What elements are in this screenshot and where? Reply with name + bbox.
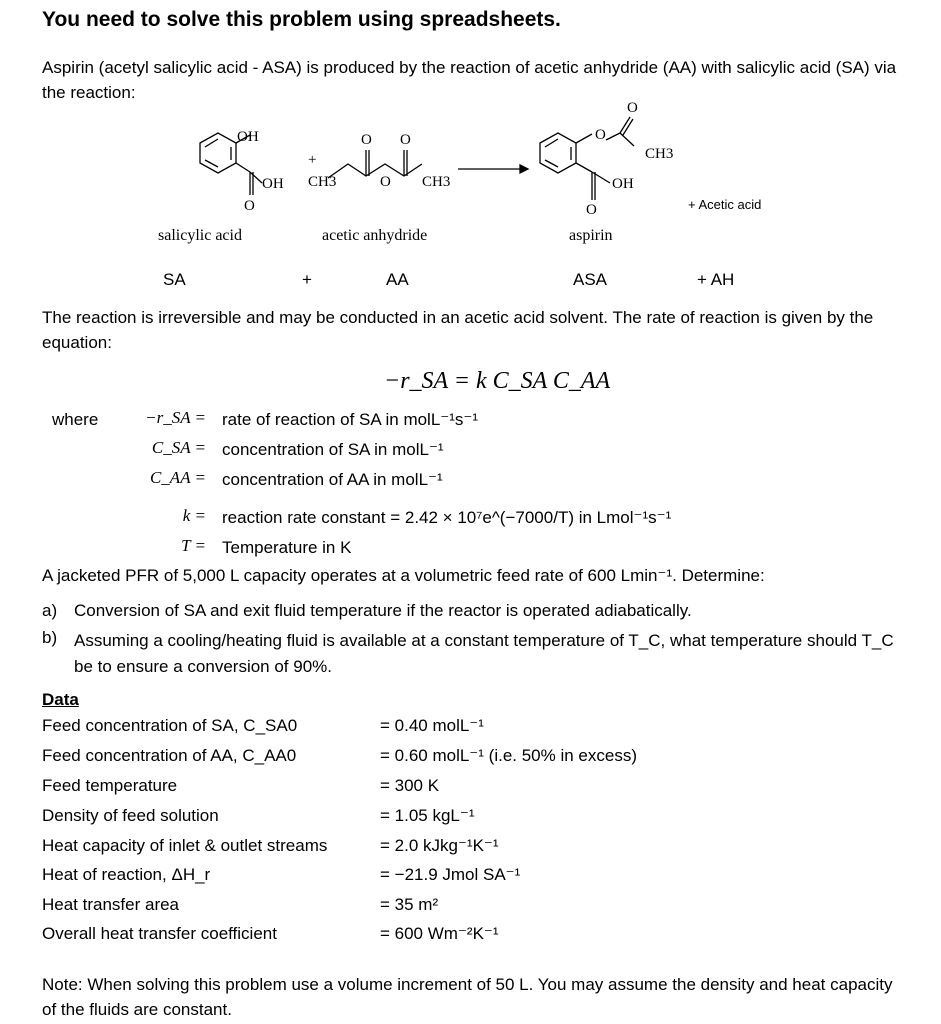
name-salicylic-acid: salicylic acid [158,227,242,244]
def-text-t: Temperature in K [222,538,352,557]
asa-acid-o: O [586,202,597,218]
asa-ch3: CH3 [645,146,674,162]
data-label-csa0: Feed concentration of SA, C_SA0 [42,716,298,735]
pfr-statement: A jacketed PFR of 5,000 L capacity operates at a volumetric feed rate of 600 Lmin⁻¹. Determine: [42,566,765,585]
def-sym-k: k = [182,506,206,525]
aa-ch3-right: CH3 [422,174,451,190]
data-value-csa0: = 0.40 molL⁻¹ [380,716,484,735]
def-text-csa: concentration of SA in molL⁻¹ [222,440,444,459]
abbr-ah: + AH [697,270,735,289]
abbr-aa: AA [386,270,409,289]
aa-o-top-1: O [361,132,372,148]
name-acetic-anhydride: acetic anhydride [322,227,428,244]
data-value-caa0: = 0.60 molL⁻¹ (i.e. 50% in excess) [380,746,638,765]
question-a-text: Conversion of SA and exit fluid temperature if the reactor is operated adiabatically. [74,601,692,620]
aa-ch3-left: CH3 [308,174,337,190]
def-sym-caa: C_AA = [149,468,206,487]
rate-equation: −r_SA = k C_SA C_AA [384,368,611,394]
asa-ester-o: O [595,127,606,143]
data-label-area: Heat transfer area [42,895,180,914]
data-label-heat-reaction: Heat of reaction, ΔH_r [42,865,211,884]
abbr-sa: SA [163,270,186,289]
data-value-density: = 1.05 kgL⁻¹ [380,806,475,825]
data-value-u: = 600 Wm⁻²K⁻¹ [380,924,499,943]
data-value-area: = 35 m² [380,895,439,914]
data-label-heat-capacity: Heat capacity of inlet & outlet streams [42,836,328,855]
where-label: where [52,410,99,429]
question-a-letter: a) [42,601,58,620]
sa-o-label: O [244,198,255,214]
data-label-u: Overall heat transfer coefficient [42,924,277,943]
note-paragraph: Note: When solving this problem use a volume increment of 50 L. You may assume the density and heat capacity of the fluids are constant. [42,975,893,1019]
acetic-acid-label: + Acetic acid [688,197,762,212]
abbr-plus: + [302,270,312,289]
def-text-caa: concentration of AA in molL⁻¹ [222,470,443,489]
asa-oh: OH [612,176,634,192]
page-title: You need to solve this problem using spreadsheets. [42,8,561,31]
aa-skeleton [328,164,422,178]
abbr-asa: ASA [573,270,608,289]
asa-carbonyl-o: O [627,100,638,116]
data-value-heat-reaction: = −21.9 Jmol SA⁻¹ [380,865,521,884]
def-sym-t: T = [181,536,206,555]
aa-o-top-2: O [400,132,411,148]
aa-o-bridge: O [380,174,391,190]
question-b-text: Assuming a cooling/heating fluid is available at a constant temperature of T_C, what temperature should T_C be to ensure a conversion of 90%. [74,631,894,676]
data-heading: Data [42,690,79,709]
def-text-rate: rate of reaction of SA in molL⁻¹s⁻¹ [222,410,479,429]
question-b-letter: b) [42,628,58,647]
data-label-feed-temp: Feed temperature [42,776,178,795]
intro-paragraph: Aspirin (acetyl salicylic acid - ASA) is produced by the reaction of acetic anhydride (AA) with salicylic acid (SA) via the reaction: [42,58,897,102]
reaction-scheme [0,0,941,300]
sa-oh-label-2: OH [262,176,284,192]
plus-sign: + [308,152,317,168]
data-label-caa0: Feed concentration of AA, C_AA0 [42,746,297,765]
def-text-k: reaction rate constant = 2.42 × 10⁷e^(−7000/T) in Lmol⁻¹s⁻¹ [222,508,672,527]
def-sym-rate: −r_SA = [145,408,206,427]
sa-oh-label: OH [237,129,259,145]
name-aspirin: aspirin [569,227,613,244]
data-value-feed-temp: = 300 K [380,776,440,795]
data-value-heat-capacity: = 2.0 kJkg⁻¹K⁻¹ [380,836,499,855]
data-label-density: Density of feed solution [42,806,219,825]
paragraph-rate: The reaction is irreversible and may be conducted in an acetic acid solvent. The rate of reaction is given by the equation: [42,308,874,352]
def-sym-csa: C_SA = [151,438,206,457]
